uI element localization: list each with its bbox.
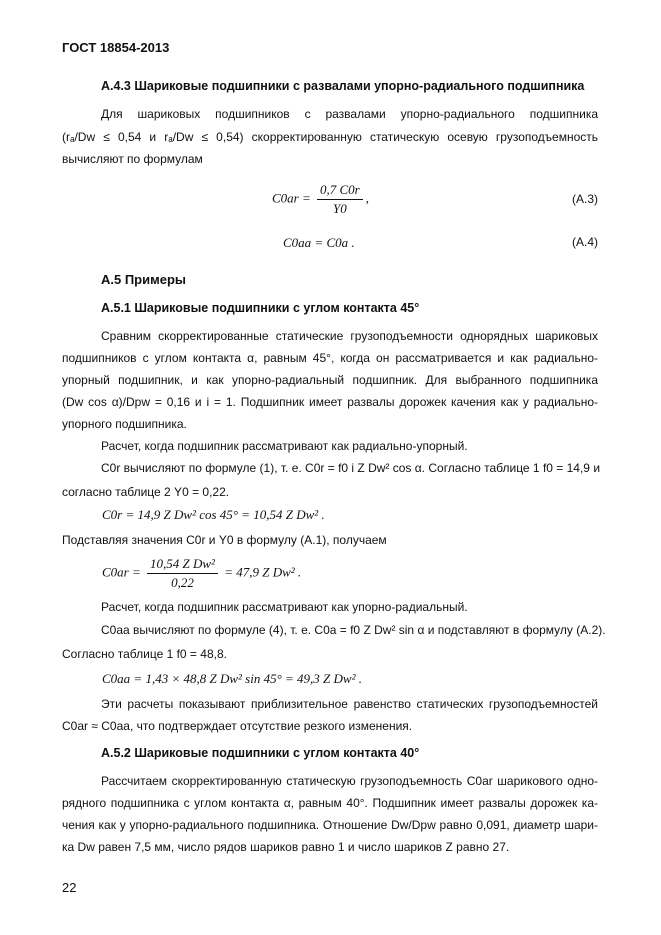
paragraph-line: (Dw cos α)/Dpw = 0,16 и i = 1. Подшипник имеет развалы дорожек качения как у радиально- — [62, 395, 598, 409]
paragraph-line: Подставляя значения C0r и Y0 в формулу (А.1), получаем — [62, 533, 387, 547]
formula-c0ar-numerator: 10,54 Z Dw² — [147, 556, 218, 574]
section-a51-title: А.5.1 Шариковые подшипники с углом контакта 45° — [101, 301, 420, 315]
document-header: ГОСТ 18854-2013 — [62, 40, 170, 55]
paragraph-line: Эти расчеты показывают приблизительное равенство статических грузоподъемностей — [101, 697, 598, 711]
page-number: 22 — [62, 880, 77, 895]
formula-a3-lhs: C0ar = — [272, 190, 311, 206]
paragraph-line: (rₐ/Dw ≤ 0,54 и rₐ/Dw ≤ 0,54) скорректированную статическую осевую грузоподъемность — [62, 130, 598, 144]
section-a52-title: А.5.2 Шариковые подшипники с углом контакта 40° — [101, 746, 420, 760]
formula-c0ar-denominator: 0,22 — [171, 575, 194, 590]
paragraph-line: Сравним скорректированные статические грузоподъемности однорядных шариковых — [101, 329, 598, 343]
formula-a3-fraction — [317, 182, 363, 217]
formula-c0ar — [102, 556, 301, 591]
formula-c0ar-rhs: = 47,9 Z Dw² . — [224, 564, 302, 580]
formula-a3-numerator: 0,7 C0r — [317, 182, 363, 200]
formula-a3-tail: , — [365, 190, 369, 206]
formula-a4: C0aa = C0a . — [283, 235, 355, 250]
section-a43-title: А.4.3 Шариковые подшипники с развалами упорно-радиального подшипника — [101, 79, 585, 93]
paragraph-line: Для шариковых подшипников с развалами упорно-радиального подшипника — [101, 107, 598, 121]
paragraph-line: C0r вычисляют по формуле (1), т. е. C0r = f0 i Z Dw² cos α. Согласно таблице 1 f0 = 14,9 и — [101, 461, 601, 475]
formula-a3 — [272, 182, 369, 217]
paragraph-line: упорный подшипник, и как упорно-радиальный подшипник. Для выбранного подшипника — [62, 373, 598, 387]
paragraph-line: подшипников с углом контакта α, равным 45°, когда он рассматривается и как радиально- — [62, 351, 598, 365]
paragraph-line: Согласно таблице 1 f0 = 48,8. — [62, 647, 227, 661]
paragraph-line: рядного подшипника с углом контакта α, равным 40°. Подшипник имеет развалы дорожек ка- — [62, 796, 598, 810]
paragraph-line: ка Dw равен 7,5 мм, число рядов шариков равно 1 и число шариков Z равно 27. — [62, 840, 510, 854]
equation-number-a3: (А.3) — [571, 192, 598, 206]
paragraph-line: C0aa вычисляют по формуле (4), т. е. C0a = f0 Z Dw² sin α и подставляют в формулу (А.2). — [101, 623, 606, 637]
formula-c0aa: C0aa = 1,43 × 48,8 Z Dw² sin 45° = 49,3 Z Dw² . — [102, 671, 362, 686]
paragraph-line: согласно таблице 2 Y0 = 0,22. — [62, 485, 230, 499]
paragraph-line: Расчет, когда подшипник рассматривают как упорно-радиальный. — [101, 600, 468, 614]
paragraph-line: C0ar ≈ C0aa, что подтверждает отсутствие резкого изменения. — [62, 719, 413, 733]
section-a5-title: А.5 Примеры — [101, 272, 187, 287]
paragraph-line: упорного подшипника. — [62, 417, 187, 431]
formula-a3-denominator: Y0 — [333, 201, 347, 216]
equation-number-a4: (А.4) — [571, 235, 598, 249]
paragraph-line: вычисляют по формулам — [62, 152, 203, 166]
formula-c0r: C0r = 14,9 Z Dw² cos 45° = 10,54 Z Dw² . — [102, 507, 325, 522]
paragraph-line: чения как у упорно-радиального подшипника. Отношение Dw/Dpw равно 0,091, диаметр шари- — [62, 818, 598, 832]
paragraph-line: Расчет, когда подшипник рассматривают как радиально-упорный. — [101, 439, 468, 453]
formula-c0ar-fraction — [147, 556, 218, 591]
formula-c0ar-lhs: C0ar = — [102, 564, 141, 580]
paragraph-line: Рассчитаем скорректированную статическую грузоподъемность C0ar шарикового одно- — [101, 774, 598, 788]
